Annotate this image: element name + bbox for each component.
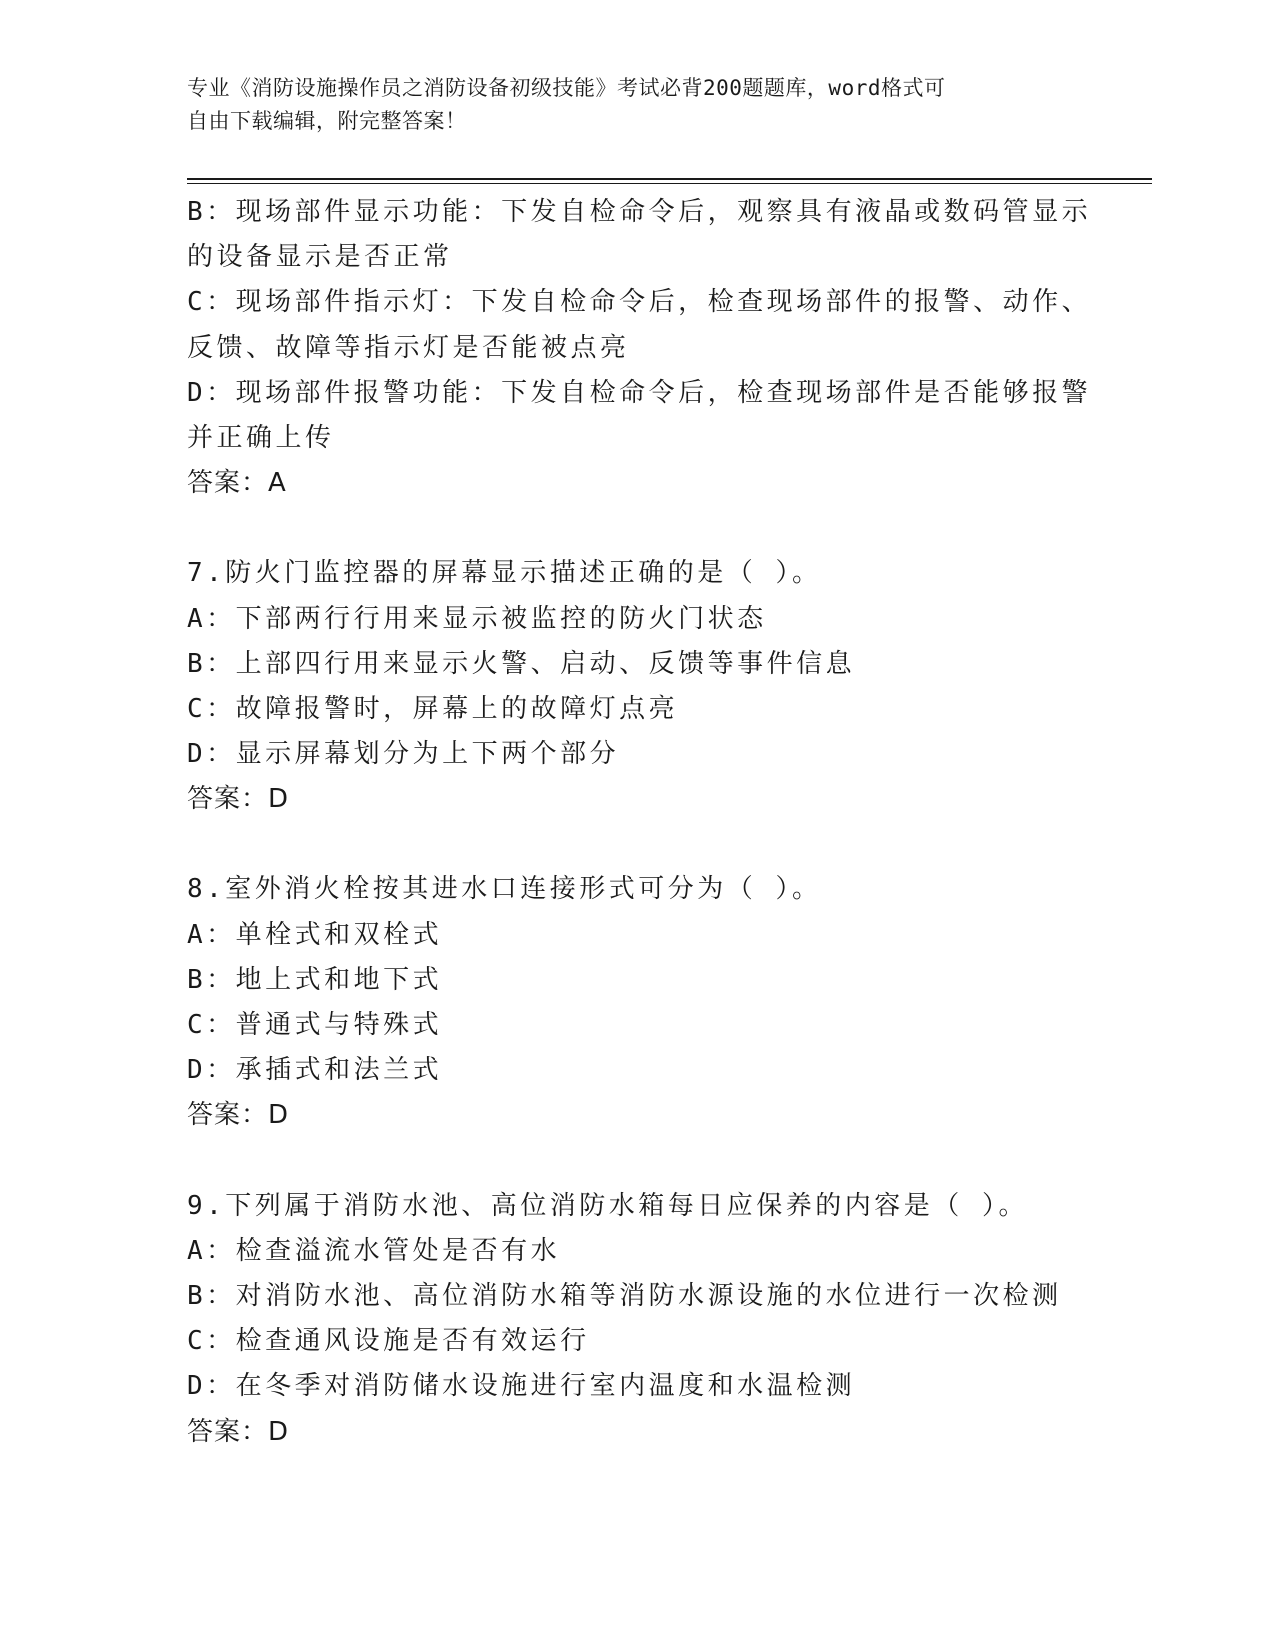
question-9 [187,1184,1127,1455]
question-6-continued [187,190,1127,506]
header-rule-thin [187,183,1152,184]
spacer [187,822,1127,867]
answer-label: 答案：D [187,1100,290,1131]
answer-label: 答案：D [187,784,290,815]
option-b: B：对消防水池、高位消防水箱等消防水源设施的水位进行一次检测 [187,1280,1062,1311]
question-stem: 9.下列属于消防水池、高位消防水箱每日应保养的内容是（ ）。 [187,1190,1028,1221]
option-d-line-1: D：现场部件报警功能：下发自检命令后，检查现场部件是否能够报警 [187,377,1092,408]
document-body [187,190,1127,1455]
option-a: A：下部两行行用来显示被监控的防火门状态 [187,603,767,634]
spacer [187,506,1127,551]
option-a: A：单栓式和双栓式 [187,919,443,950]
spacer [187,1139,1127,1184]
question-8 [187,867,1127,1138]
option-a: A：检查溢流水管处是否有水 [187,1235,561,1266]
option-b: B：上部四行用来显示火警、启动、反馈等事件信息 [187,648,856,679]
option-b-line-1: B：现场部件显示功能：下发自检命令后，观察具有液晶或数码管显示 [187,197,1092,227]
question-stem: 7.防火门监控器的屏幕显示描述正确的是（ ）。 [187,558,822,589]
header-rule-thick [187,178,1152,180]
option-d: D：承插式和法兰式 [187,1055,443,1086]
question-stem: 8.室外消火栓按其进水口连接形式可分为（ ）。 [187,874,822,905]
option-c: C：故障报警时，屏幕上的故障灯点亮 [187,693,679,724]
option-d: D：显示屏幕划分为上下两个部分 [187,739,620,770]
option-c-line-1: C：现场部件指示灯：下发自检命令后，检查现场部件的报警、动作、 [187,287,1092,318]
document-header [187,72,1087,138]
option-c: C：检查通风设施是否有效运行 [187,1326,590,1357]
answer-label: 答案：A [187,468,287,499]
option-d: D：在冬季对消防储水设施进行室内温度和水温检测 [187,1371,856,1402]
header-line-2: 自由下载编辑，附完整答案！ [187,109,467,133]
option-b-line-2: 的设备显示是否正常 [187,242,453,273]
option-c-line-2: 反馈、故障等指示灯是否能被点亮 [187,332,630,363]
option-d-line-2: 并正确上传 [187,422,335,453]
question-7 [187,551,1127,822]
option-c: C：普通式与特殊式 [187,1010,443,1040]
answer-label: 答案：D [187,1416,290,1447]
option-b: B：地上式和地下式 [187,964,443,995]
header-line-1: 专业《消防设施操作员之消防设备初级技能》考试必背200题题库，word格式可 [187,76,946,100]
